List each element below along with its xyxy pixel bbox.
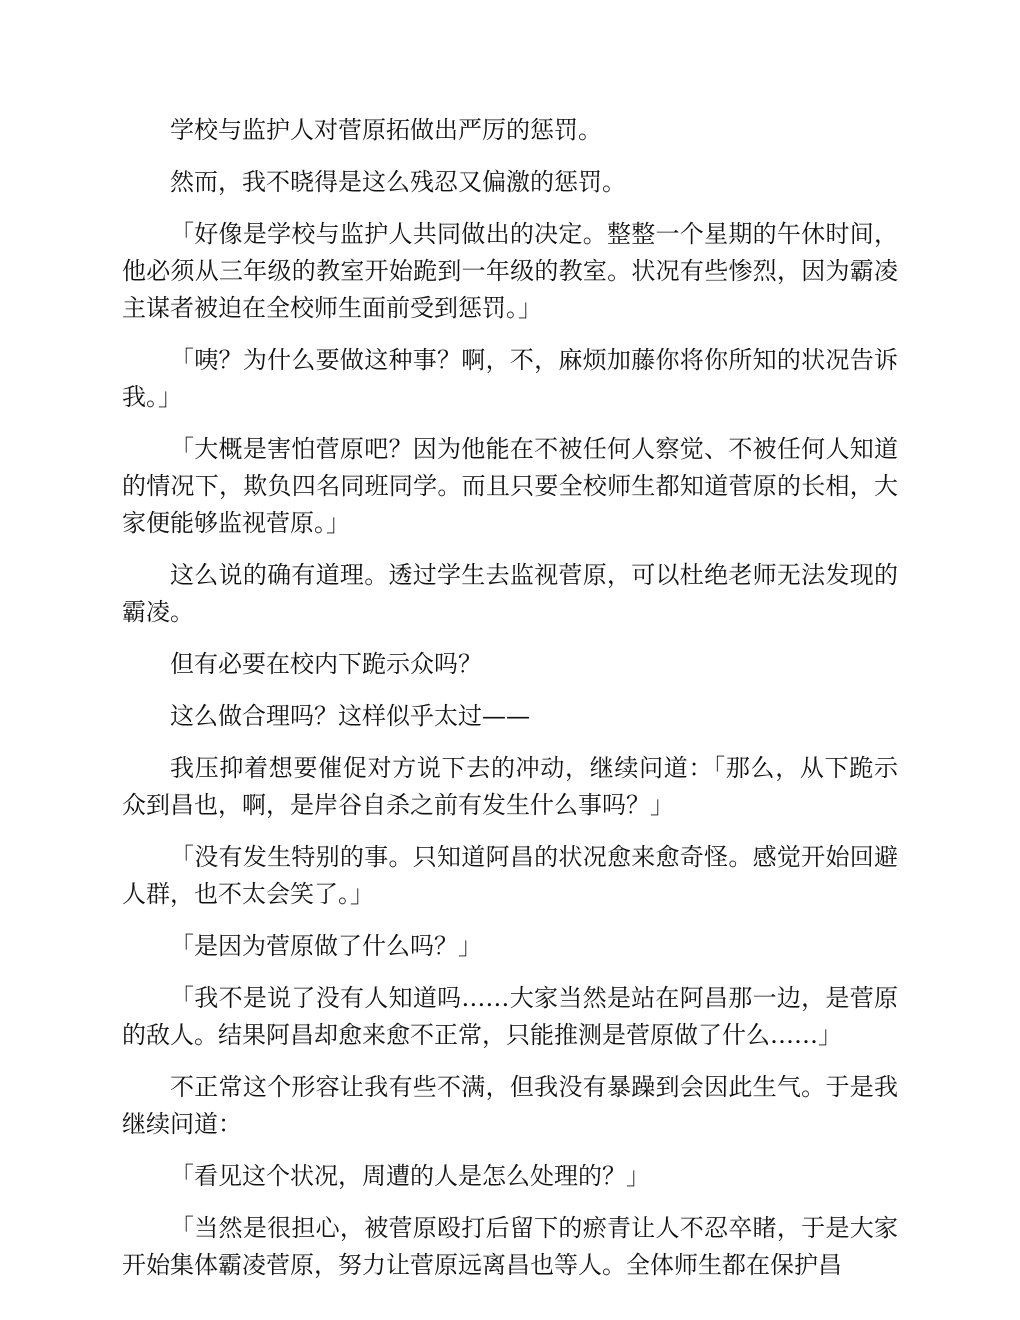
paragraph: 「看见这个状况，周遭的人是怎么处理的？」	[170, 1162, 650, 1190]
paragraph: 不正常这个形容让我有些不满，但我没有暴躁到会因此生气。于是我继续问道：	[122, 1073, 898, 1138]
paragraph: 这么说的确有道理。透过学生去监视菅原，可以杜绝老师无法发现的霸凌。	[122, 561, 898, 626]
paragraph: 「当然是很担心，被菅原殴打后留下的瘀青让人不忍卒睹，于是大家开始集体霸凌菅原，努力让菅原远离昌也等人。全体师生都在保护昌	[122, 1214, 898, 1279]
paragraph: 然而，我不晓得是这么残忍又偏激的惩罚。	[170, 168, 626, 196]
paragraph: 但有必要在校内下跪示众吗？	[170, 650, 482, 678]
paragraph: 我压抑着想要催促对方说下去的冲动，继续问道：「那么，从下跪示众到昌也，啊，是岸谷自杀之前有发生什么事吗？」	[122, 754, 898, 819]
paragraph: 「是因为菅原做了什么吗？」	[170, 932, 482, 960]
paragraph: 「大概是害怕菅原吧？因为他能在不被任何人察觉、不被任何人知道的情况下，欺负四名同班同学。而且只要全校师生都知道菅原的长相，大家便能够监视菅原。」	[122, 435, 898, 537]
paragraph: 学校与监护人对菅原拓做出严厉的惩罚。	[170, 116, 602, 144]
paragraph: 「我不是说了没有人知道吗……大家当然是站在阿昌那一边，是菅原的敌人。结果阿昌却愈来愈不正常，只能推测是菅原做了什么……」	[122, 984, 898, 1049]
document-page	[122, 112, 898, 1299]
paragraph: 「咦？为什么要做这种事？啊，不，麻烦加藤你将你所知的状况告诉我。」	[122, 346, 898, 411]
paragraph: 「没有发生特别的事。只知道阿昌的状况愈来愈奇怪。感觉开始回避人群，也不太会笑了。」	[122, 843, 898, 908]
paragraph: 这么做合理吗？这样似乎太过——	[170, 702, 530, 730]
paragraph: 「好像是学校与监护人共同做出的决定。整整一个星期的午休时间，他必须从三年级的教室开始跪到一年级的教室。状况有些惨烈，因为霸凌主谋者被迫在全校师生面前受到惩罚。」	[122, 220, 898, 322]
